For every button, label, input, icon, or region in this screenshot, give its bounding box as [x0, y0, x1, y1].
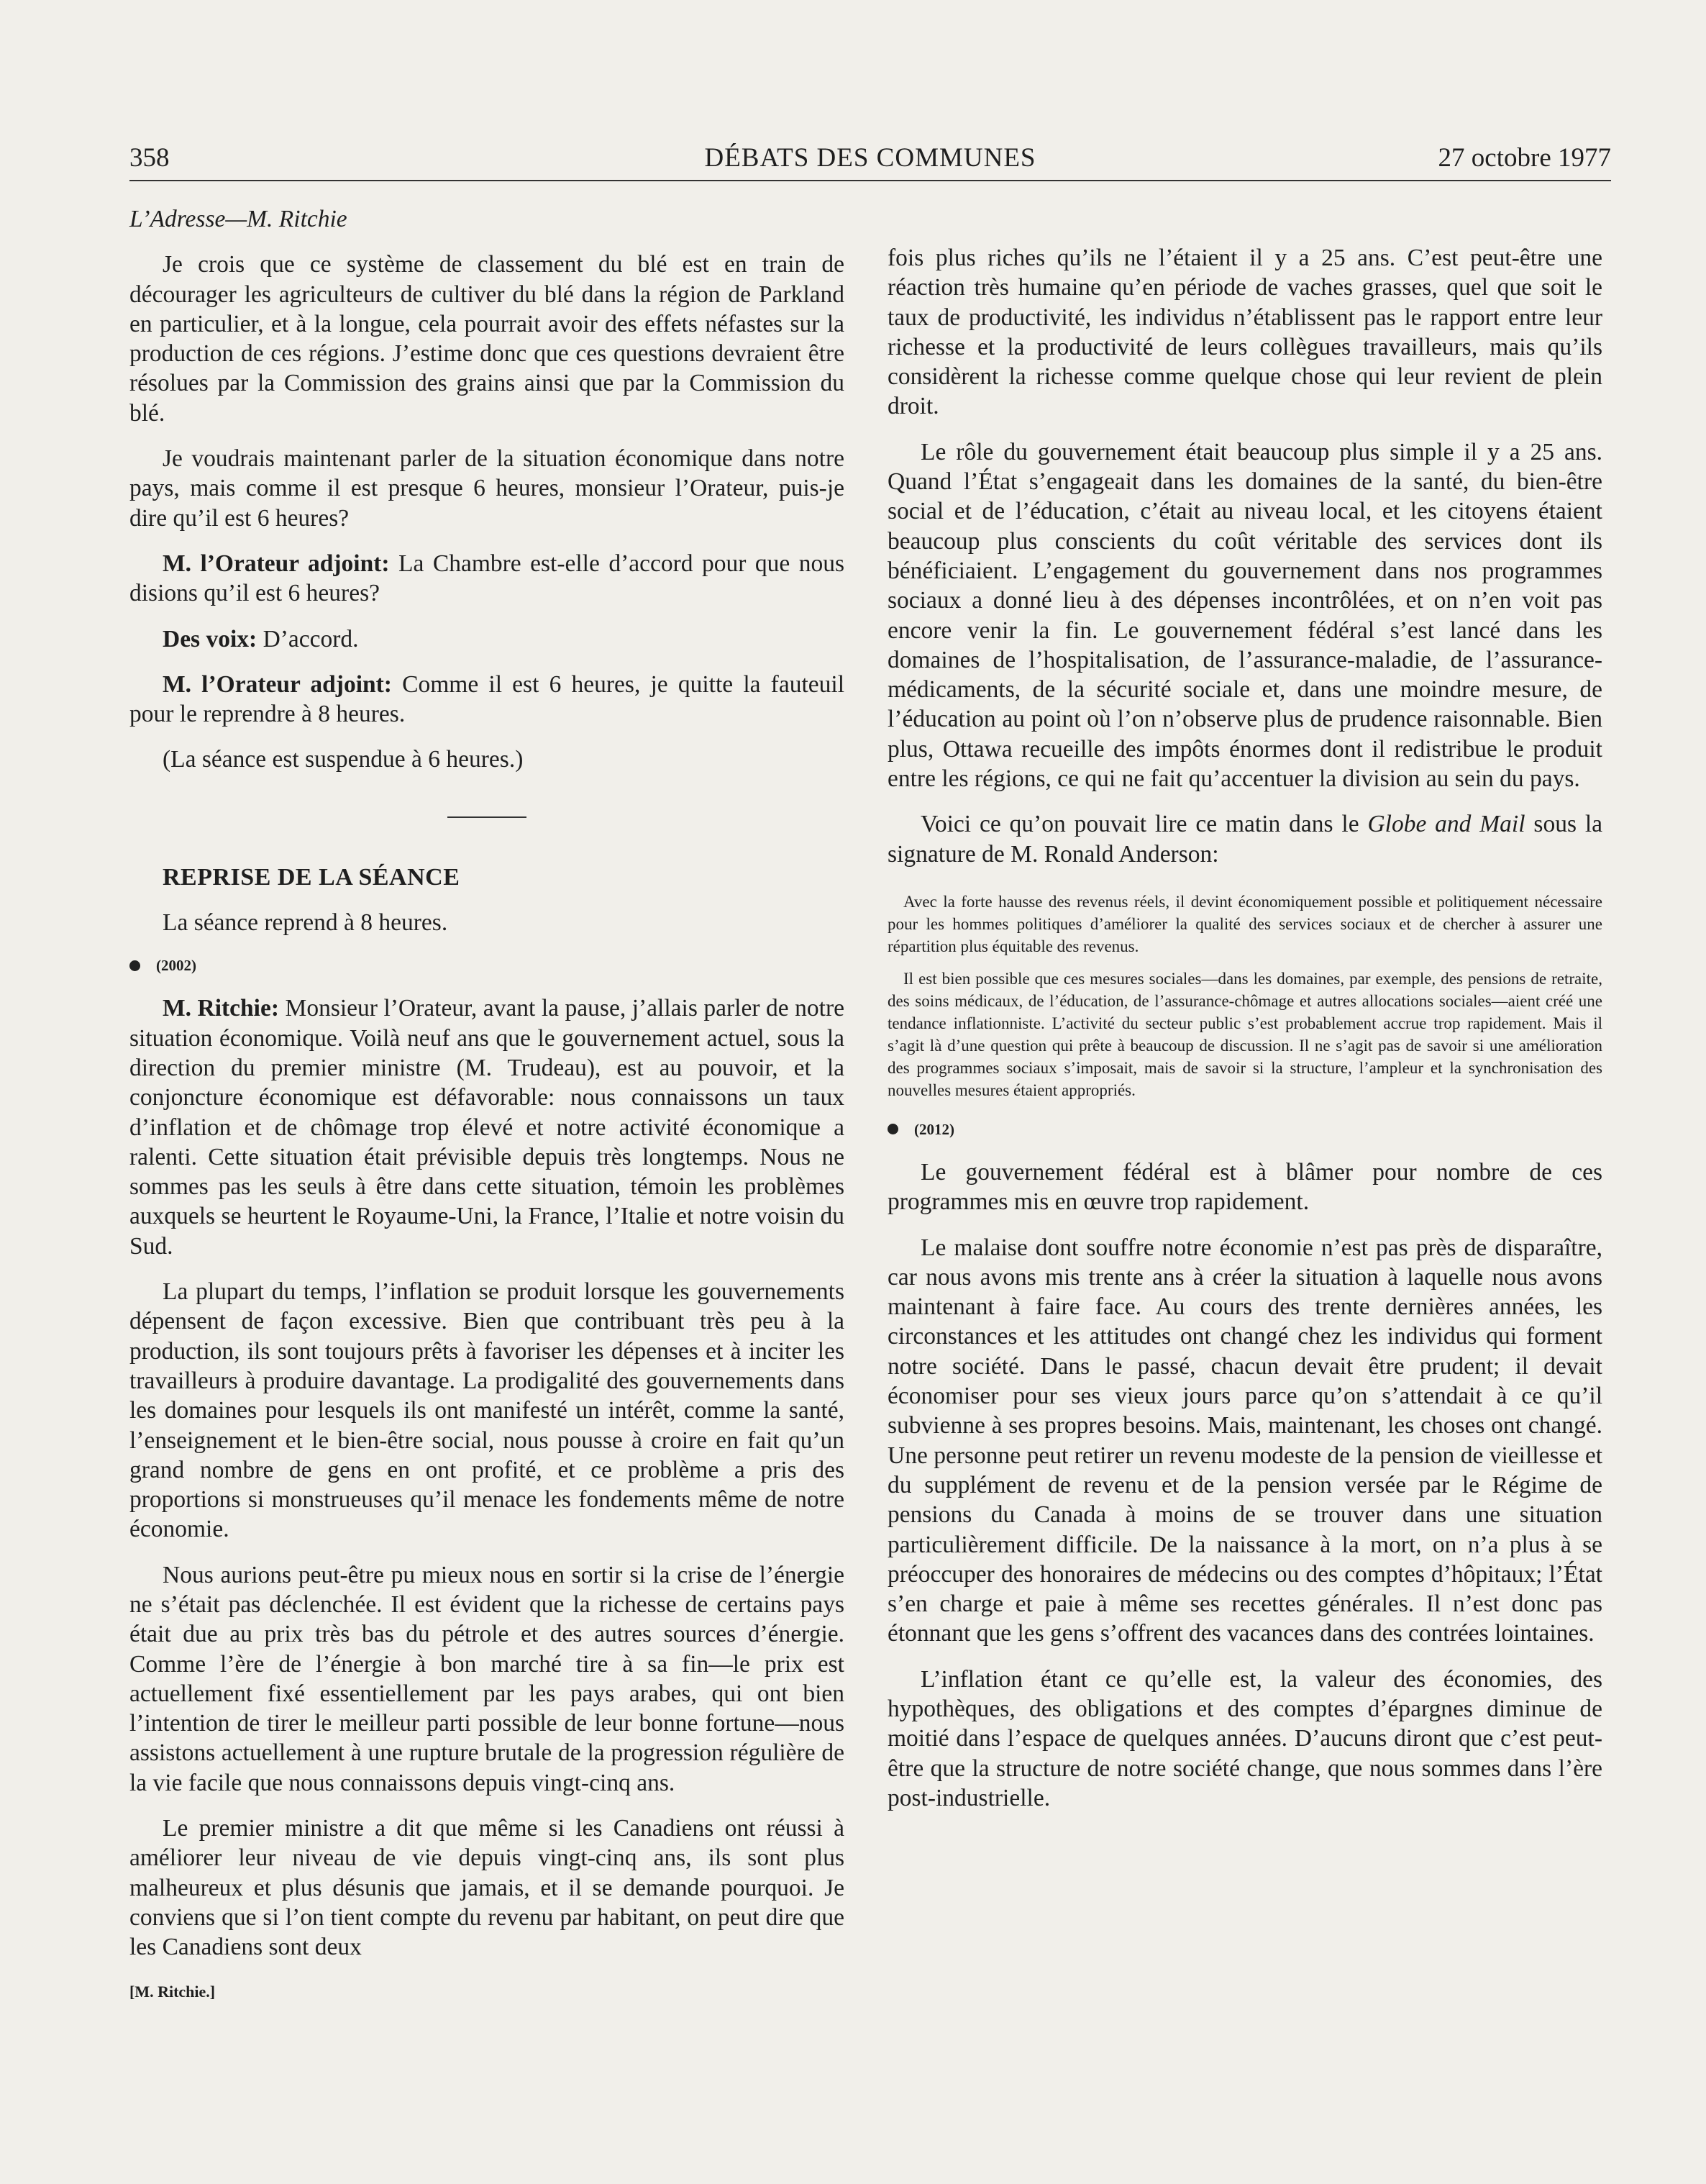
paragraph [129, 624, 844, 654]
paragraph [129, 993, 844, 1261]
paragraph: La plupart du temps, l’inflation se produit lorsque les gouvernements dépensent de façon excessive. Bien que contribuant très peu à la production, ils sont toujours prêts à favoriser les dépenses et à inciter les travailleurs à produire davantage. La prodigalité des gouvernements dans les domaines pour lesquels ils ont manifesté un intérêt, comme la santé, l’enseignement et le bien-être social, nous pousse à croire en fait qu’un grand nombre de gens en ont profité, et ce problème a pris des proportions si monstrueuses qu’il menace les fondements même de notre économie. [129, 1278, 844, 1543]
page-header [129, 142, 1611, 183]
section-separator [447, 816, 526, 818]
running-title: L’Adresse—M. Ritchie [129, 206, 347, 232]
left-column [129, 204, 844, 2006]
speaker-name: Des voix: [163, 625, 257, 652]
time-marker [888, 1119, 1602, 1140]
paragraph [129, 549, 844, 609]
speaker-name: M. Ritchie: [163, 995, 280, 1022]
time-marker [129, 955, 844, 976]
speech-text: Comme il est 6 heures, je quitte la fauteuil pour le reprendre à 8 heures. [129, 670, 844, 728]
paragraph: Le gouvernement fédéral est à blâmer pour nombre de ces programmes mis en œuvre trop rapidement. [888, 1158, 1602, 1216]
newspaper-title: Globe and Mail [1367, 811, 1525, 838]
paragraph [129, 670, 844, 729]
paragraph: La séance reprend à 8 heures. [163, 909, 448, 937]
speaker-name: M. l’Orateur adjoint: [163, 550, 390, 577]
speech-text: Monsieur l’Orateur, avant la pause, j’allais parler de notre situation économique. Voilà neuf ans que le gouvernement actuel, sous la direction du premier ministre (M. Trudeau), est au pouvoir, et la conjoncture économique est défavorable: nous connaissons un taux d’inflation et de chômage trop élevé et notre activité économique a ralenti. Cette situation était prévisible depuis très longtemps. Nous ne sommes pas les seuls à être dans cette situation, témoin les problèmes auxquels se heurtent le Royaume-Uni, la France, l’Italie et notre voisin du Sud. [129, 995, 845, 1260]
publication-title: DÉBATS DES COMMUNES [704, 143, 1036, 173]
paragraph: Je voudrais maintenant parler de la situation économique dans notre pays, mais comme il est presque 6 heures, monsieur l’Orateur, puis-je dire qu’il est 6 heures? [129, 445, 844, 532]
quote-paragraph: Il est bien possible que ces mesures sociales—dans les domaines, par exemple, des pensions de retraite, des soins médicaux, de l’éducation, de l’assurance-chômage et autres allocations sociales—aient créé une tendance inflationniste. L’activité du secteur public s’est probablement accrue trop rapidement. Mais il s’agit là d’une question qui prête à beaucoup de discussion. Il ne s’agit pas de savoir si une amélioration des programmes sociaux s’imposait, mais de savoir si la structure, l’ampleur et la synchronisation des nouvelles mesures étaient appropriés. [888, 969, 1602, 1099]
section-heading: REPRISE DE LA SÉANCE [163, 863, 460, 891]
publication-date: 27 octobre 1977 [1438, 143, 1611, 173]
paragraph-text: sous la signature de M. Ronald Anderson: [888, 811, 1603, 868]
paragraph: Je crois que ce système de classement du blé est en train de décourager les agriculteurs de cultiver du blé dans la région de Parkland en particulier, et à la longue, cela pourrait avoir des effets néfastes sur la production de ces régions. J’estime donc que ces questions devraient être résolues par la Commission des grains ainsi que par la Commission du blé. [129, 251, 844, 427]
time-marker-text: (2002) [156, 957, 196, 975]
speech-text: La Chambre est-elle d’accord pour que nous disions qu’il est 6 heures? [129, 550, 844, 607]
paragraph: L’inflation étant ce qu’elle est, la valeur des économies, des hypothèques, des obligations et des comptes d’épargnes diminue de moitié dans l’espace de quelques années. D’aucuns diront que c’est peut-être que la structure de notre société change, que nous sommes dans l’ère post-industrielle. [888, 1665, 1602, 1811]
time-marker-text: (2012) [914, 1120, 954, 1138]
speaker-name: M. l’Orateur adjoint: [163, 670, 392, 698]
paragraph: fois plus riches qu’ils ne l’étaient il y a 25 ans. C’est peut-être une réaction très humaine qu’en période de vaches grasses, quel que soit le taux de productivité, les individus n’établissent pas le rapport entre leur richesse et la productivité de leurs collègues travailleurs, mais qu’ils considèrent la richesse comme quelque chose qui leur revient de plein droit. [888, 245, 1602, 420]
speaker-attribution: [M. Ritchie.] [129, 1982, 216, 2001]
paragraph: Le rôle du gouvernement était beaucoup plus simple il y a 25 ans. Quand l’État s’engageait dans les domaines de la santé, du bien-être social et de l’éducation, c’était au niveau local, et les citoyens étaient beaucoup plus conscients du coût véritable des services dont ils bénéficiaient. L’engagement du gouvernement dans nos programmes sociaux a donné lieu à des dépenses incontrôlées, et on n’en voit pas encore venir la fin. Le gouvernement fédéral s’est lancé dans les domaines de l’hospitalisation, de l’assurance-maladie, de l’assurance-médicaments, de la sécurité sociale et, dans une moindre mesure, de l’éducation au point où l’on n’observe plus de prudence raisonnable. Bien plus, Ottawa recueille des impôts énormes dont il redistribue le produit entre les régions, ce qui ne fait qu’accentuer la division au sein du pays. [888, 438, 1602, 793]
procedural-note: (La séance est suspendue à 6 heures.) [163, 746, 524, 773]
bullet-icon [888, 1124, 898, 1134]
right-column [888, 243, 1602, 1813]
bullet-icon [129, 960, 140, 971]
quote-paragraph: Avec la forte hausse des revenus réels, il devint économiquement possible et politiquement nécessaire pour les hommes politiques d’améliorer la qualité des services sociaux et de chercher à assurer une répartition plus équitable des revenus. [888, 892, 1602, 955]
speech-text: D’accord. [257, 625, 359, 652]
block-quote [888, 891, 1602, 1101]
paragraph-text: Voici ce qu’on pouvait lire ce matin dans le [921, 811, 1368, 838]
paragraph: Le premier ministre a dit que même si les Canadiens ont réussi à améliorer leur niveau de vie depuis vingt-cinq ans, ils sont plus malheureux et plus désunis que jamais, et il se demande pourquoi. Je conviens que si l’on tient compte du revenu par habitant, on peut dire que les Canadiens sont deux [129, 1815, 844, 1961]
header-rule [129, 180, 1611, 181]
paragraph: Nous aurions peut-être pu mieux nous en sortir si la crise de l’énergie ne s’était pas déclenchée. Il est évident que la richesse de certains pays était due au prix très bas du pétrole et des autres sources d’énergie. Comme l’ère de l’énergie à bon marché tire à sa fin—le prix est actuellement fixé essentiellement par les pays arabes, qui ont bien l’intention de tirer le meilleur parti possible de leur bonne fortune—nous assistons actuellement à une rupture brutale de la progression régulière de la vie facile que nous connaissons depuis vingt-cinq ans. [129, 1561, 844, 1796]
page-number: 358 [129, 143, 170, 173]
paragraph [888, 809, 1602, 869]
paragraph: Le malaise dont souffre notre économie n’est pas près de disparaître, car nous avons mis trente ans à créer la situation à laquelle nous avons maintenant à faire face. Au cours des trente dernières années, les circonstances et les attitudes ont changé chez les individus qui forment notre société. Dans le passé, chacun devait être prudent; il devait économiser pour ses vieux jours parce qu’on s’attendait à ce qu’il subvienne à ses propres besoins. Mais, maintenant, les choses ont changé. Une personne peut retirer un revenu modeste de la pension de vieillesse et du supplément de revenu et de la pension versée par le Régime de pensions du Canada à moins de se trouver dans une situation particulièrement difficile. De la naissance à la mort, on n’a plus à se préoccuper des honoraires de médecins ou des comptes d’hôpitaux; l’État s’en charge et paie à même ses recettes générales. Il n’est donc pas étonnant que les gens s’offrent des vacances dans des contrées lointaines. [888, 1234, 1602, 1647]
